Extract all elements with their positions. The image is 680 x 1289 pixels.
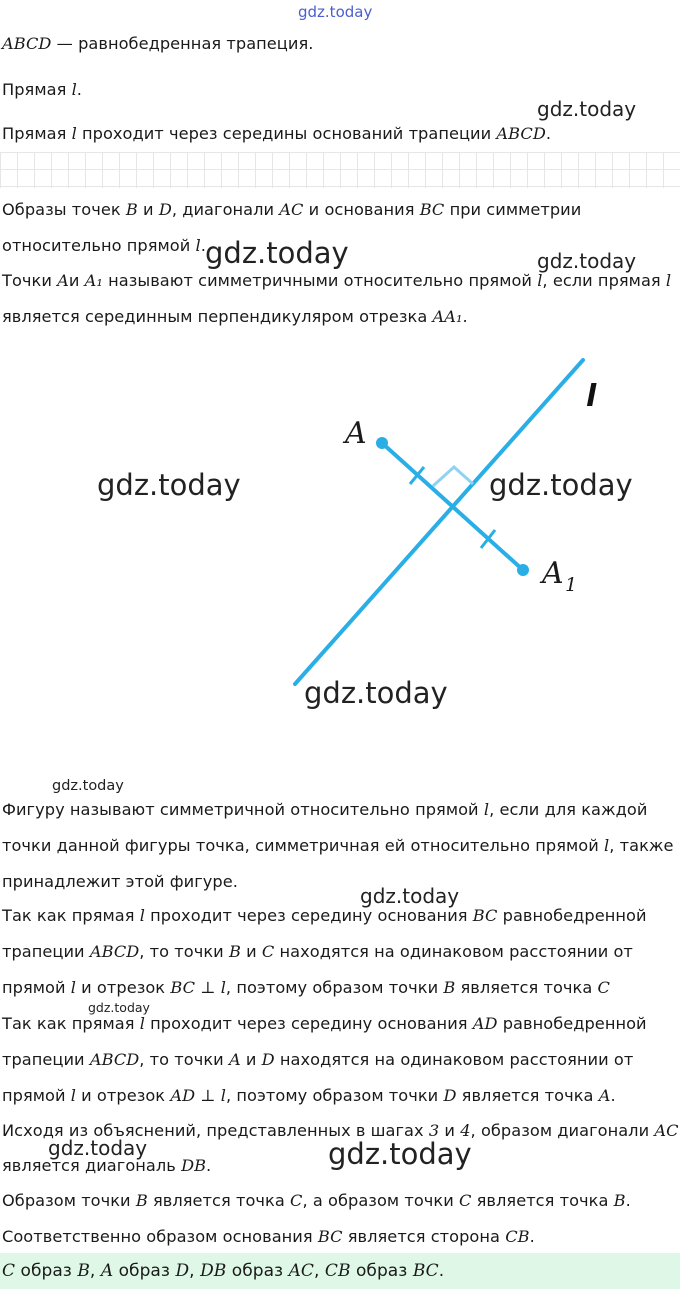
point-a [376,437,388,449]
grid-divider [0,152,680,188]
text-line: Образом точки B является точка C, а образом точки C является точка B. [2,1191,631,1210]
line-l [295,360,583,684]
text-line: относительно прямой l. [2,236,206,255]
text-line: Прямая l. [2,80,82,99]
watermark: gdz.today [537,97,637,121]
answer-text: C образ B, A образ D, DB образ AC, CB образ BC. [2,1261,445,1281]
text-line: трапеции ABCD, то точки B и C находятся на одинаковом расстоянии от [2,942,633,961]
text-line: Прямая l проходит через середины оснований трапеции ABCD. [2,124,552,143]
right-angle-mark [433,467,473,486]
text-line: точки данной фигуры точка, симметричная ей относительно прямой l, также [2,836,674,855]
text-line: ABCD — равнобедренная трапеция. [2,34,314,53]
watermark: gdz.today [489,468,633,502]
text-line: принадлежит этой фигуре. [2,872,238,891]
label-a1: A [542,556,564,591]
watermark: gdz.today [304,676,448,710]
watermark: gdz.today [328,1137,472,1171]
answer-box [0,1253,680,1289]
watermark: gdz.today [205,236,349,270]
text-line: Исходя из объяснений, представленных в шагах 3 и 4, образом диагонали AC [2,1121,679,1140]
text-line: трапеции ABCD, то точки A и D находятся на одинаковом расстоянии от [2,1050,634,1069]
watermark: gdz.today [52,778,124,794]
point-a1 [517,564,529,576]
label-l: l [586,379,597,414]
watermark: gdz.today [298,3,373,21]
label-a1-sub: 1 [565,574,578,596]
watermark: gdz.today [360,884,460,908]
text-line: Образы точек B и D, диагонали AC и основания BC при симметрии [2,200,582,219]
text-line: Так как прямая l проходит через середину основания BC равнобедренной [2,906,647,925]
watermark: gdz.today [88,1000,150,1015]
watermark: gdz.today [48,1136,148,1160]
text-line: Фигуру называют симметричной относительно прямой l, если для каждой [2,800,648,819]
text-line: является серединным перпендикуляром отрезка AA₁. [2,307,468,326]
text-line: Так как прямая l проходит через середину основания AD равнобедренной [2,1014,647,1033]
text-line: прямой l и отрезок BC ⊥ l, поэтому образом точки B является точка C [2,978,610,997]
text-line: является диагональ DB. [2,1156,212,1175]
text-line: Точки Aи A₁ называют симметричными относительно прямой l, если прямая l [2,271,672,290]
segment-aa1 [382,443,523,570]
watermark: gdz.today [537,249,637,273]
watermark: gdz.today [97,468,241,502]
text-line: Соответственно образом основания BC является сторона CB. [2,1227,535,1246]
text-line: прямой l и отрезок AD ⊥ l, поэтому образом точки D является точка A. [2,1086,616,1105]
label-a: A [345,416,367,451]
